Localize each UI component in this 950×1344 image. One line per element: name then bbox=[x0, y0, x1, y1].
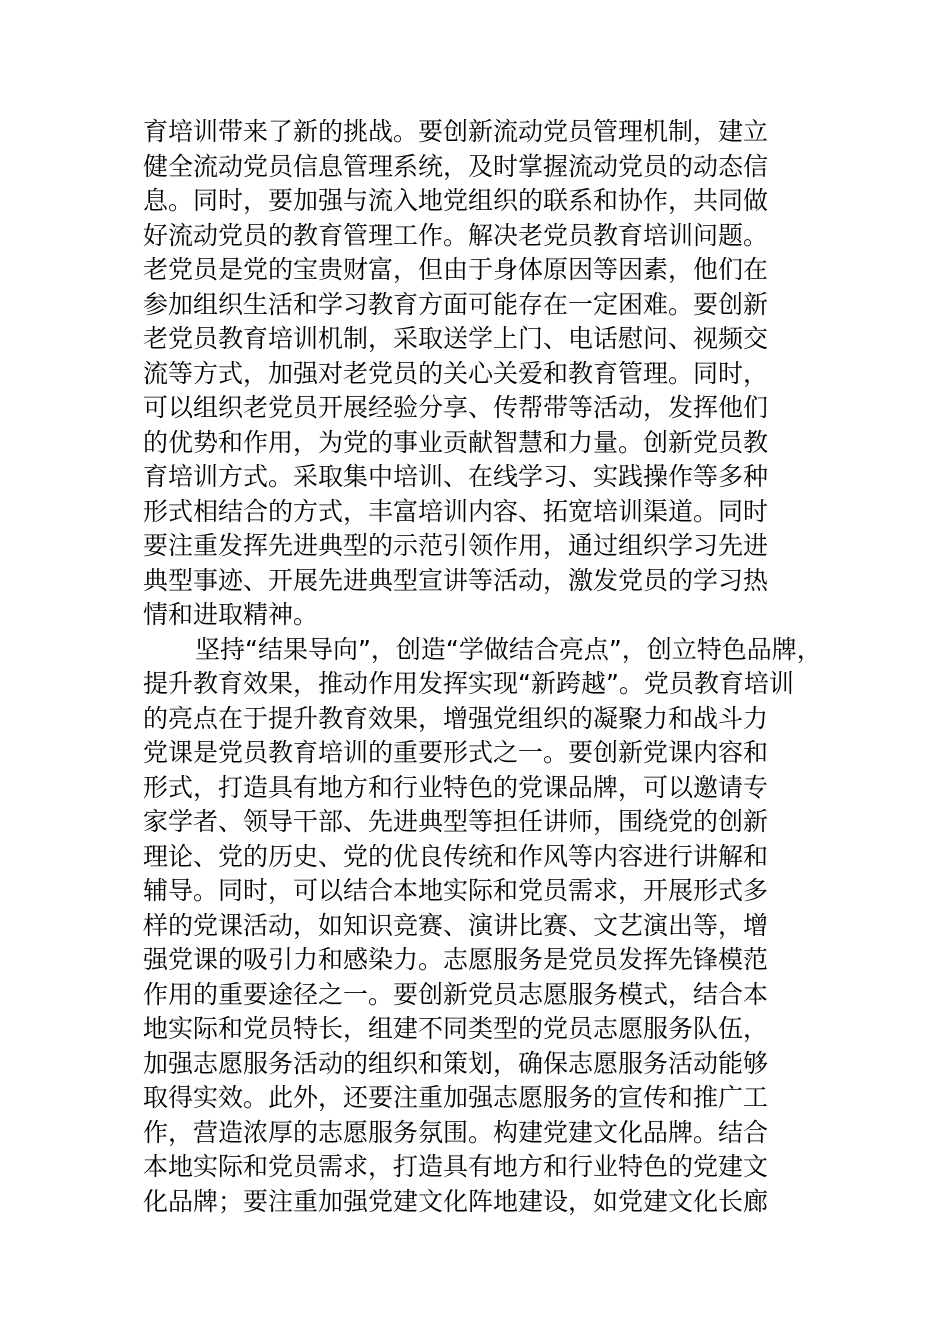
text-line: 化品牌；要注重加强党建文化阵地建设，如党建文化长廊 bbox=[143, 1186, 769, 1216]
text-line: 提升教育效果，推动作用发挥实现“新跨越”。党员教育培训 bbox=[143, 669, 794, 698]
text-line: 可以组织老党员开展经验分享、传帮带等活动，发挥他们 bbox=[143, 393, 769, 422]
text-line: 辅导。同时，可以结合本地实际和党员需求，开展形式多 bbox=[143, 876, 769, 905]
text-line: 形式相结合的方式，丰富培训内容、拓宽培训渠道。同时 bbox=[143, 496, 769, 526]
text-line: 的亮点在于提升教育效果，增强党组织的凝聚力和战斗力 bbox=[143, 703, 769, 733]
text-line: 的优势和作用，为党的事业贡献智慧和力量。创新党员教 bbox=[143, 427, 769, 457]
text-line: 党课是党员教育培训的重要形式之一。要创新党课内容和 bbox=[143, 738, 769, 767]
text-line: 参加组织生活和学习教育方面可能存在一定困难。要创新 bbox=[143, 289, 769, 319]
text-line: 理论、党的历史、党的优良传统和作风等内容进行讲解和 bbox=[143, 841, 769, 871]
text-line: 好流动党员的教育管理工作。解决老党员教育培训问题。 bbox=[143, 220, 769, 250]
text-line: 健全流动党员信息管理系统，及时掌握流动党员的动态信 bbox=[143, 151, 769, 181]
text-line: 育培训带来了新的挑战。要创新流动党员管理机制，建立 bbox=[143, 117, 769, 146]
body-text bbox=[143, 115, 822, 1219]
text-line: 息。同时，要加强与流入地党组织的联系和协作，共同做 bbox=[143, 186, 769, 215]
text-line: 老党员是党的宝贵财富，但由于身体原因等因素，他们在 bbox=[143, 255, 769, 284]
text-line: 老党员教育培训机制，采取送学上门、电话慰问、视频交 bbox=[143, 324, 769, 353]
text-line: 流等方式，加强对老党员的关心关爱和教育管理。同时， bbox=[143, 358, 769, 388]
text-line: 典型事迹、开展先进典型宣讲等活动，激发党员的学习热 bbox=[143, 565, 769, 595]
text-line: 强党课的吸引力和感染力。志愿服务是党员发挥先锋模范 bbox=[143, 945, 769, 974]
text-line: 取得实效。此外，还要注重加强志愿服务的宣传和推广工 bbox=[143, 1083, 769, 1112]
text-line: 样的党课活动，如知识竞赛、演讲比赛、文艺演出等，增 bbox=[143, 910, 769, 940]
text-line: 形式，打造具有地方和行业特色的党课品牌，可以邀请专 bbox=[143, 772, 769, 802]
text-line: 加强志愿服务活动的组织和策划，确保志愿服务活动能够 bbox=[143, 1048, 769, 1078]
text-line: 育培训方式。采取集中培训、在线学习、实践操作等多种 bbox=[143, 462, 769, 491]
text-line: 地实际和党员特长，组建不同类型的党员志愿服务队伍， bbox=[143, 1014, 769, 1043]
text-line: 本地实际和党员需求，打造具有地方和行业特色的党建文 bbox=[143, 1152, 769, 1181]
text-line: 情和进取精神。 bbox=[143, 600, 319, 629]
text-line: 家学者、领导干部、先进典型等担任讲师，围绕党的创新 bbox=[143, 807, 769, 836]
paragraph-start-line: 坚持“结果导向”，创造“学做结合亮点”，创立特色品牌， bbox=[195, 634, 822, 664]
text-line: 作用的重要途径之一。要创新党员志愿服务模式，结合本 bbox=[143, 979, 769, 1009]
text-line: 要注重发挥先进典型的示范引领作用，通过组织学习先进 bbox=[143, 531, 769, 560]
text-line: 作，营造浓厚的志愿服务氛围。构建党建文化品牌。结合 bbox=[143, 1117, 769, 1147]
